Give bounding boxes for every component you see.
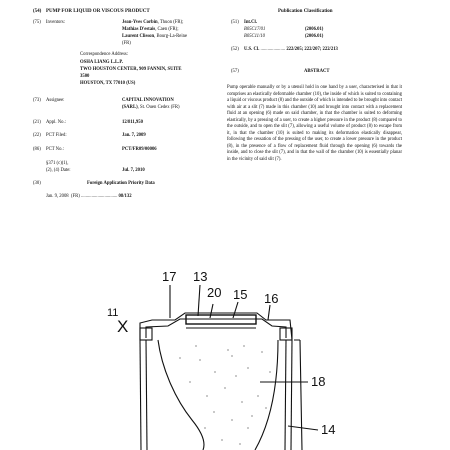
correspondence-line-2: TWO HOUSTON CENTER, 909 FANNIN, SUITE (80, 67, 182, 72)
leader-16 (268, 305, 270, 320)
abstract-text: Pump operable manually or by a utensil hold in one hand by a user, characterised in that it comprises an elastically deformable chamber (10), the inside of which is suited to containing a liquid or viscous product (8) and the outside of which is intended to be brought into contact with air at a slit (7) made in this chamber (10) and brought into contact with a replacement fluid at an opening (6) made on said chamber, in that the chamber is suited to deforming elastically, by a pressing of a user, to create a higher pressure in the product (8) compared to the outside, and to open the slit (7), allowing a useful volume of product (8) to escape from it, in that the chamber (10) is suited to making its deformation elastically disappear, following the cessation of the pressing of the user, to create a lower pressure in the product (8), in the presence of a flow of replacement fluid through the opening (6) towards the inside, and to close the slit (7), and in that the wall of the chamber (10) is essentially planar in the vicinity of said slit (7). (227, 85, 402, 162)
publication-classification-heading: Publication Classification (278, 9, 333, 14)
pct-no-value: PCT/FR09/00006 (122, 147, 157, 152)
product-stipple (179, 345, 270, 444)
pct-filed-value: Jan. 7, 2009 (122, 133, 146, 138)
priority-code: (30) (33, 181, 41, 186)
appl-no-label: Appl. No.: (46, 120, 66, 125)
us-cl-code: (52) (231, 47, 239, 52)
right-side-element (294, 340, 302, 450)
figure-label-x: X (117, 317, 129, 336)
priority-row: Jan. 9, 2008 (FR) ............................... 08/132 (46, 194, 132, 199)
inventor-line-4: (FR) (122, 41, 131, 46)
int-cl-year-2: (2006.01) (305, 34, 324, 39)
inventors-code: (75) (33, 20, 41, 25)
figure-label-14: 14 (321, 422, 336, 437)
assignee-name: CAPITAL INNOVATION (122, 98, 174, 103)
figure-label-20: 20 (207, 285, 222, 300)
assignee-line-2: (SARL), St. Ouen Cedex (FR) (122, 105, 180, 110)
appl-no-value: 12/811,950 (122, 120, 143, 125)
priority-heading: Foreign Application Priority Data (87, 181, 155, 186)
correspondence-line-4: HOUSTON, TX 77010 (US) (80, 81, 136, 86)
leader-20 (210, 304, 213, 318)
abstract-code: (57) (231, 69, 239, 74)
correspondence-line-3: 3500 (80, 74, 90, 79)
s371-label-1: §371 (c)(1), (46, 161, 69, 166)
pct-no-code: (86) (33, 147, 41, 152)
figure-label-11: 11 (107, 307, 119, 319)
body-left-wall-inner (146, 340, 147, 450)
int-cl-class-1: B05C17/01 (244, 27, 266, 32)
abstract-heading: ABSTRACT (304, 69, 330, 74)
s371-value: Jul. 7, 2010 (122, 168, 145, 173)
figure-label-17: 17 (162, 269, 177, 284)
inventor-line-3: Laurent Clisson, Bourg-La-Reine (122, 34, 188, 39)
inventor-line-2: Mathias D'estais, Caen (FR); (122, 27, 179, 32)
inventors-label: Inventors: (46, 20, 66, 25)
pct-filed-code: (22) (33, 133, 41, 138)
appl-no-code: (21) (33, 120, 41, 125)
int-cl-class-2: B05C11/10 (244, 34, 266, 39)
inner-chamber (158, 340, 278, 450)
correspondence-line-1: OSHA LIANG L.L.P. (80, 60, 123, 65)
leader-14 (288, 426, 318, 430)
inventor-line-1: Jean-Yves Corbin, Thuon (FR); (122, 20, 184, 25)
assignee-label: Assignee: (46, 98, 65, 103)
title-code: (54) (33, 9, 42, 14)
body-right-wall-inner (285, 340, 286, 450)
s371-label-2: (2), (4) Date: (46, 168, 71, 173)
body-left-wall (140, 340, 141, 450)
pct-filed-label: PCT Filed: (46, 133, 67, 138)
body-right-wall (291, 340, 292, 450)
us-cl-row: U.S. Cl. ..................... 222/205; 222/207; 222/213 (244, 47, 338, 52)
patent-title: PUMP FOR LIQUID OR VISCOUS PRODUCT (46, 9, 150, 14)
figure-label-15: 15 (233, 287, 248, 302)
leader-13 (198, 285, 200, 316)
correspondence-label: Correspondence Address: (80, 52, 129, 57)
assignee-code: (73) (33, 98, 41, 103)
figure-label-16: 16 (264, 291, 279, 306)
int-cl-code: (51) (231, 20, 239, 25)
int-cl-label: Int.Cl. (244, 20, 258, 25)
figure-label-18: 18 (311, 374, 326, 389)
figure-label-13: 13 (193, 269, 208, 284)
int-cl-year-1: (2006.01) (305, 27, 324, 32)
pct-no-label: PCT No.: (46, 147, 64, 152)
